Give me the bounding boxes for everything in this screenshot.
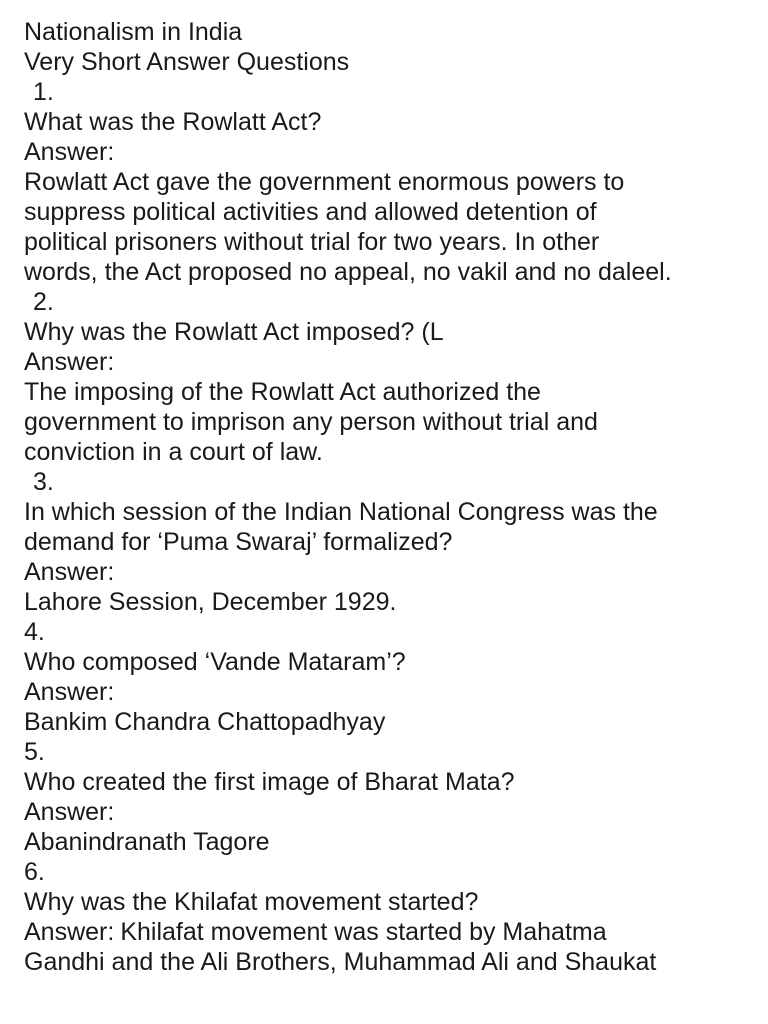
- question-text: Why was the Khilafat movement started?: [24, 888, 479, 916]
- answer-text: Rowlatt Act gave the government enormous powers to: [24, 168, 625, 196]
- answer-text: government to imprison any person without trial and: [24, 408, 598, 436]
- answer-text: Abanindranath Tagore: [24, 828, 270, 856]
- answer-label: Answer:: [24, 678, 115, 706]
- answer-text: suppress political activities and allowed detention of: [24, 198, 597, 226]
- question-number: 3.: [33, 468, 54, 496]
- question-text: Who created the first image of Bharat Mata?: [24, 768, 515, 796]
- question-text: demand for ‘Puma Swaraj’ formalized?: [24, 528, 453, 556]
- answer-label: Answer:: [24, 918, 115, 946]
- answer-label: Answer:: [24, 138, 115, 166]
- document-body: [24, 17, 764, 977]
- section-heading: Very Short Answer Questions: [24, 48, 350, 76]
- answer-text: Lahore Session, December 1929.: [24, 588, 397, 616]
- answer-text: political prisoners without trial for two years. In other: [24, 228, 600, 256]
- question-number: 6.: [24, 858, 45, 886]
- document-title: Nationalism in India: [24, 18, 243, 46]
- question-number: 4.: [24, 618, 45, 646]
- question-number: 5.: [24, 738, 45, 766]
- question-number: 1.: [33, 78, 54, 106]
- answer-text: Bankim Chandra Chattopadhyay: [24, 708, 386, 736]
- question-text: Why was the Rowlatt Act imposed? (L: [24, 318, 444, 346]
- question-text: Who composed ‘Vande Mataram’?: [24, 648, 406, 676]
- question-text: What was the Rowlatt Act?: [24, 108, 322, 136]
- answer-text: words, the Act proposed no appeal, no vakil and no daleel.: [24, 258, 672, 286]
- answer-text: Khilafat movement was started by Mahatma: [120, 918, 607, 946]
- answer-row: [24, 917, 764, 947]
- question-text: In which session of the Indian National Congress was the: [24, 498, 658, 526]
- answer-text: conviction in a court of law.: [24, 438, 323, 466]
- question-number: 2.: [33, 288, 54, 316]
- answer-label: Answer:: [24, 558, 115, 586]
- answer-label: Answer:: [24, 348, 115, 376]
- answer-text: The imposing of the Rowlatt Act authorized the: [24, 378, 541, 406]
- answer-text: Gandhi and the Ali Brothers, Muhammad Ali and Shaukat: [24, 948, 657, 976]
- answer-label: Answer:: [24, 798, 115, 826]
